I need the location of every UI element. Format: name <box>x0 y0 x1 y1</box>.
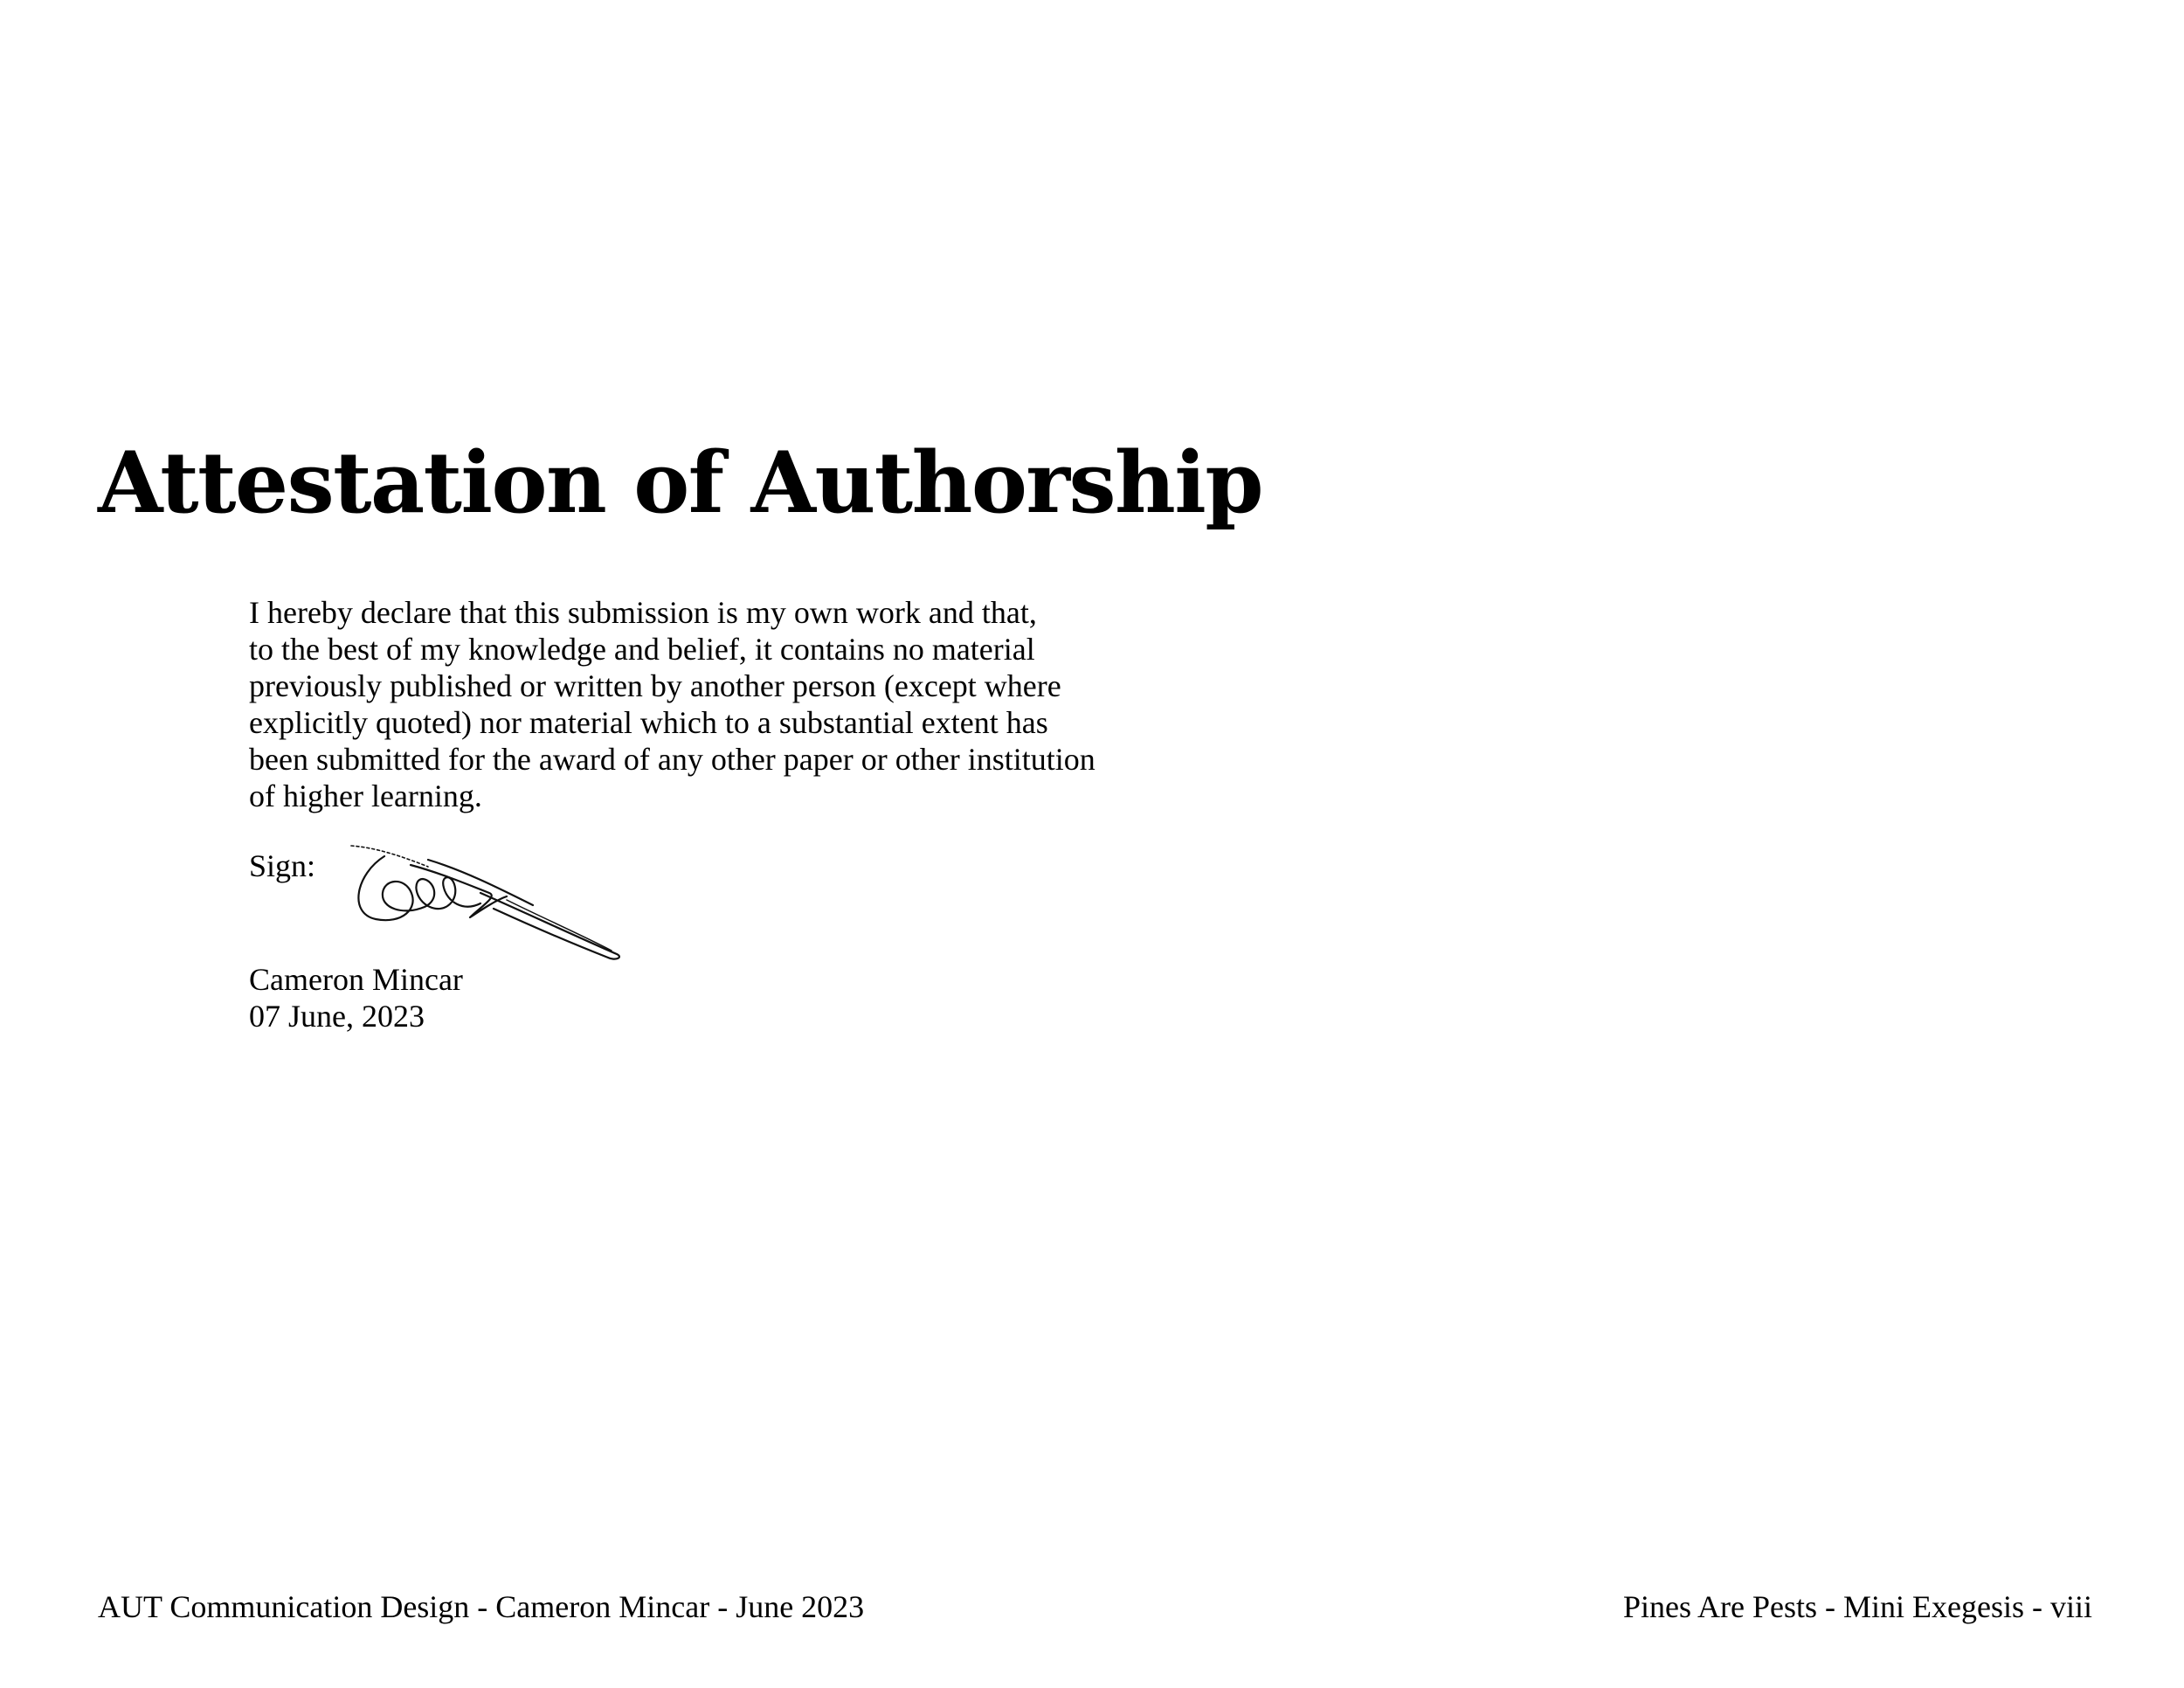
declaration-line: to the best of my knowledge and belief, it contains no material <box>249 632 1035 667</box>
declaration-line: been submitted for the award of any other paper or other institution <box>249 742 1095 777</box>
declaration-line: explicitly quoted) nor material which to a substantial extent has <box>249 705 1048 740</box>
footer-left: AUT Communication Design - Cameron Mincar - June 2023 <box>98 1589 865 1624</box>
declaration-line: I hereby declare that this submission is my own work and that, <box>249 595 1037 630</box>
signer-details <box>249 961 463 1034</box>
signature-block <box>249 839 686 970</box>
signature-date: 07 June, 2023 <box>249 999 425 1034</box>
signer-name: Cameron Mincar <box>249 962 463 997</box>
declaration-line: previously published or written by another person (except where <box>249 668 1061 703</box>
page-title: Attestation of Authorship <box>98 433 1262 532</box>
sign-label: Sign: <box>249 848 316 883</box>
declaration-line: of higher learning. <box>249 778 482 813</box>
signature-image <box>349 839 629 970</box>
footer-right-page-info: Pines Are Pests - Mini Exegesis - viii <box>1623 1589 2092 1624</box>
declaration-paragraph <box>249 594 1297 814</box>
